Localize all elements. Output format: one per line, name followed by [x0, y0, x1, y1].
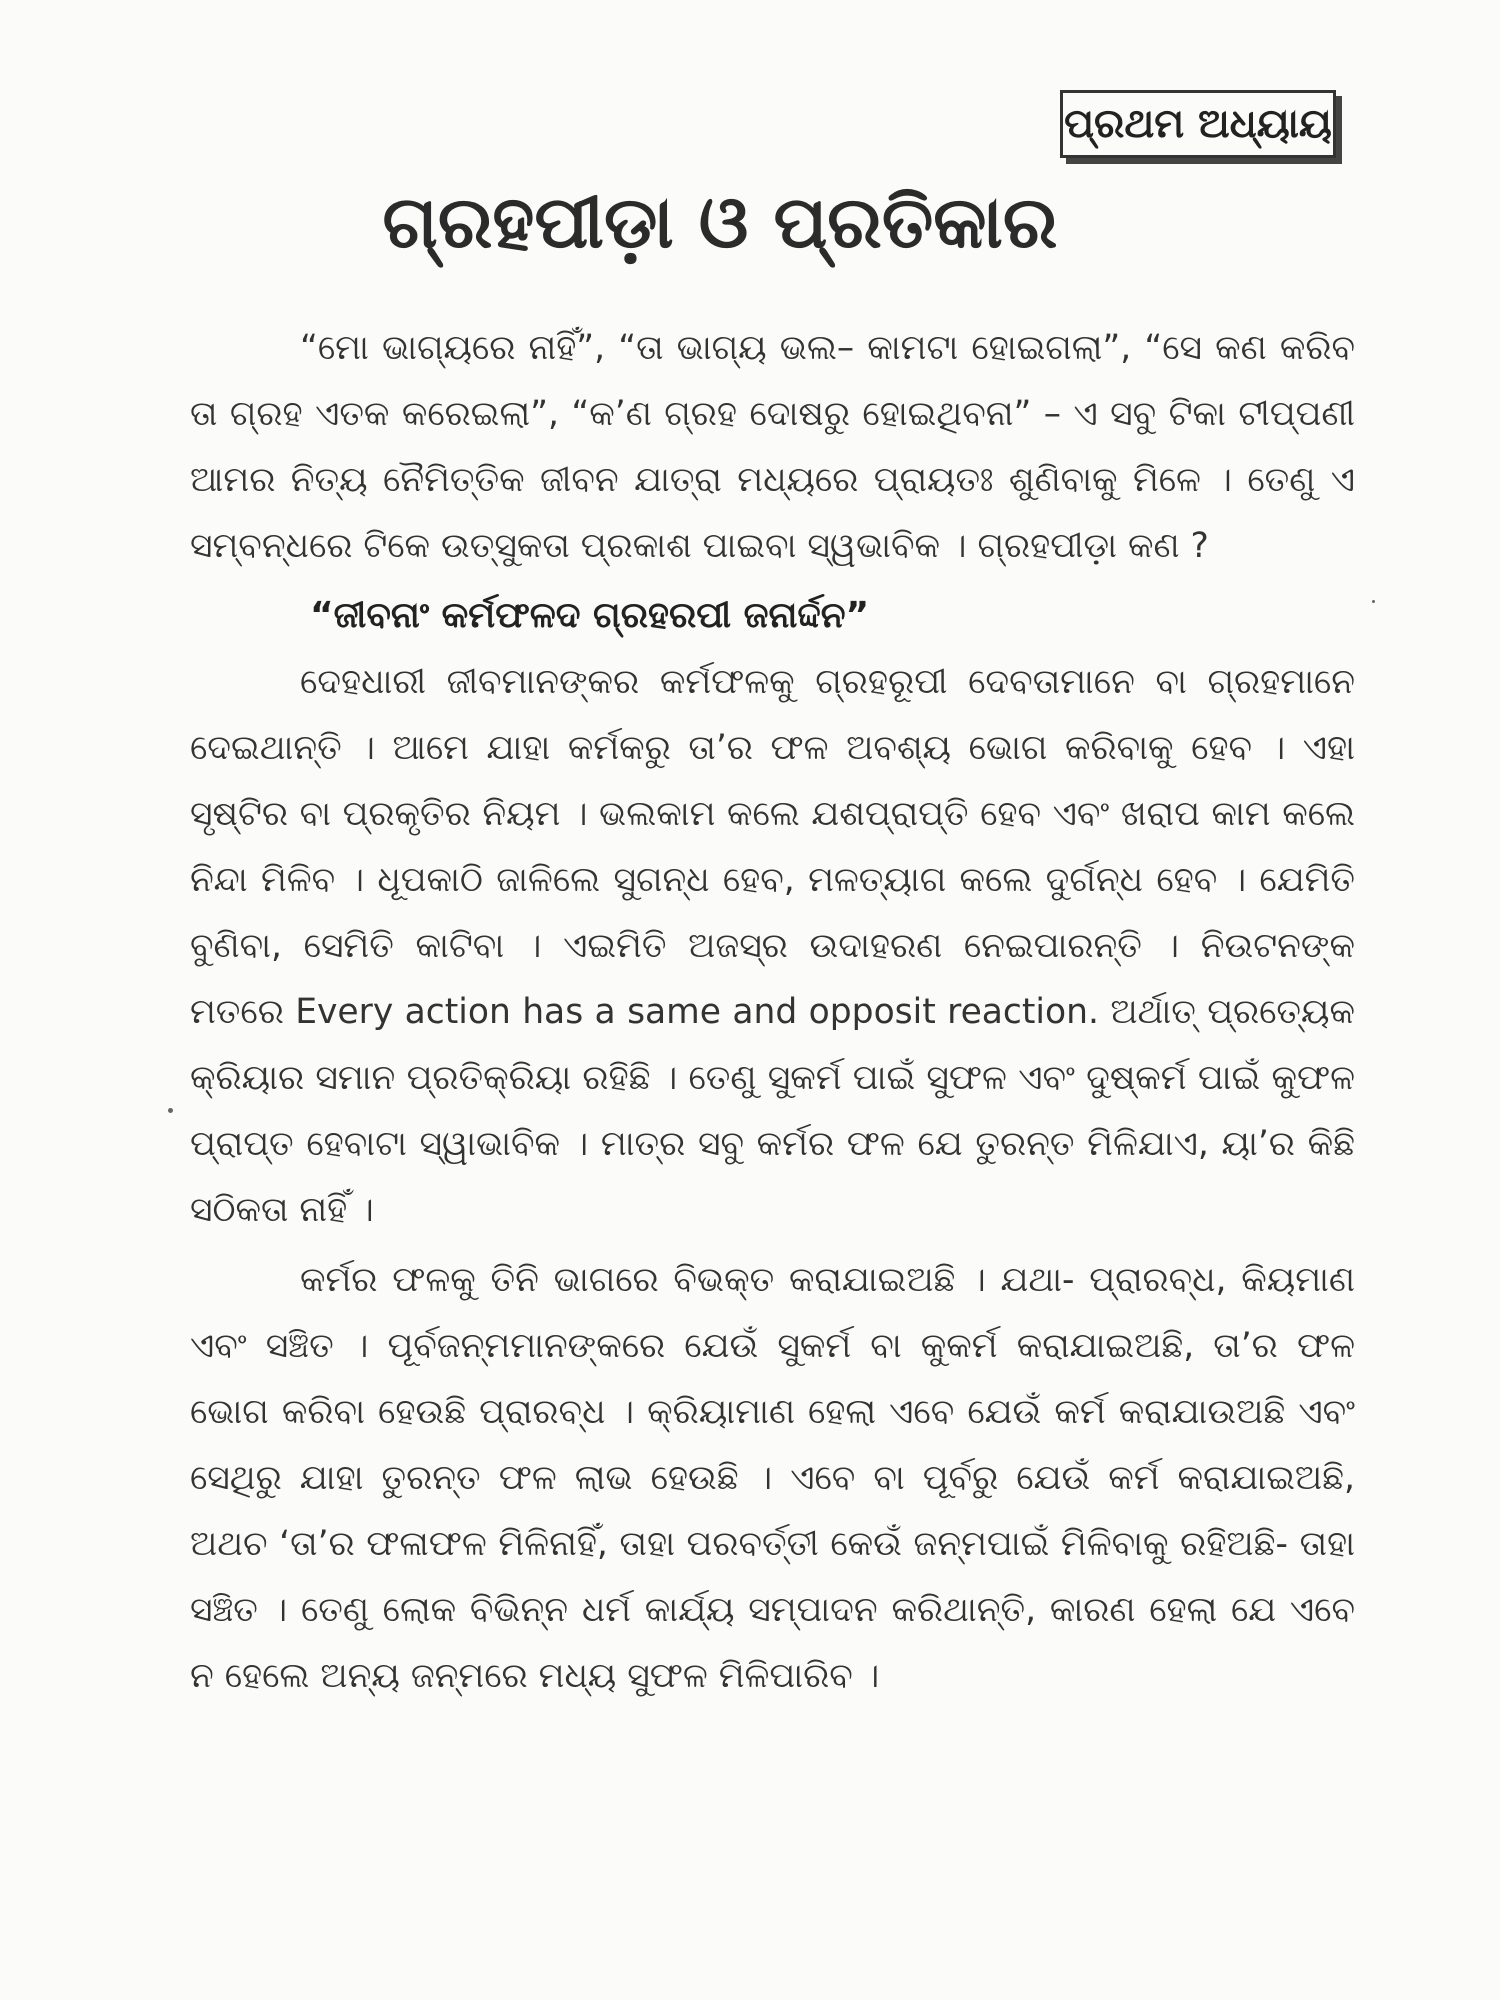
page-title: ଗ୍ରହପୀଡ଼ା ଓ ପ୍ରତିକାର — [382, 180, 1058, 264]
chapter-label-box — [1060, 90, 1336, 158]
chapter-label: ପ୍ରଥମ ଅଧ୍ୟାୟ — [1064, 101, 1332, 147]
print-speck — [1372, 600, 1375, 603]
sanskrit-quote: “ଜୀବନାଂ କର୍ମଫଳଦ ଗ୍ରହରପୀ ଜନାର୍ଦ୍ଦନ” — [310, 595, 870, 636]
paragraph-1: “ମୋ ଭାଗ୍ୟରେ ନାହିଁ”, “ତା ଭାଗ୍ୟ ଭଲ– କାମଟା ହୋଇଗଲା”, “ସେ କଣ କରିବ ତା ଗ୍ରହ ଏତକ କରେଇଲା”, “କ’ଣ ଗ୍ରହ ଦୋଷରୁ ହୋଇଥିବନା” – ଏ ସବୁ ଟିକା ଟୀପ୍ପଣୀ ଆମର ନିତ୍ୟ ନୈମିତ୍ତିକ ଜୀବନ ଯାତ୍ରା ମଧ୍ୟରେ ପ୍ରାୟତଃ ଶୁଣିବାକୁ ମିଳେ । ତେଣୁ ଏ ସମ୍ବନ୍ଧରେ ଟିକେ ଉତ୍ସୁକତା ପ୍ରକାଶ ପାଇବା ସ୍ୱଭାବିକ । ଗ୍ରହପୀଡ଼ା କଣ ? — [190, 328, 1355, 566]
print-speck — [168, 1108, 173, 1113]
paragraph-2: ଦେହଧାରୀ ଜୀବମାନଙ୍କର କର୍ମଫଳକୁ ଗ୍ରହରୂପୀ ଦେବତାମାନେ ବା ଗ୍ରହମାନେ ଦେଇଥାନ୍ତି । ଆମେ ଯାହା କର୍ମକରୁ ତା’ର ଫଳ ଅବଶ୍ୟ ଭୋଗ କରିବାକୁ ହେବ । ଏହା ସୃଷ୍ଟିର ବା ପ୍ରକୃତିର ନିୟମ । ଭଲକାମ କଲେ ଯଶପ୍ରାପ୍ତି ହେବ ଏବଂ ଖରାପ କାମ କଲେ ନିନ୍ଦା ମିଳିବ । ଧୂପକାଠି ଜାଳିଲେ ସୁଗନ୍ଧ ହେବ, ମଳତ୍ୟାଗ କଲେ ଦୁର୍ଗନ୍ଧ ହେବ । ଯେମିତି ବୁଣିବା, ସେମିତି କାଟିବା । ଏଇମିତି ଅଜସ୍ର ଉଦାହରଣ ନେଇପାରନ୍ତି । ନିଉଟନଙ୍କ ମତରେ Every action has a same and opposit reaction. ଅର୍ଥାତ୍ ପ୍ରତ୍ୟେକ କ୍ରିୟାର ସମାନ ପ୍ରତିକ୍ରିୟା ରହିଛି । ତେଣୁ ସୁକର୍ମ ପାଇଁ ସୁଫଳ ଏବଂ ଦୁଷ୍କର୍ମ ପାଇଁ କୁଫଳ ପ୍ରାପ୍ତ ହେବାଟା ସ୍ୱାଭାବିକ । ମାତ୍ର ସବୁ କର୍ମର ଫଳ ଯେ ତୁରନ୍ତ ମିଳିଯାଏ, ୟା’ର କିଛି ସଠିକତା ନାହିଁ । — [190, 662, 1355, 1230]
body-text — [190, 315, 1355, 1713]
paragraph-3: କର୍ମର ଫଳକୁ ତିନି ଭାଗରେ ବିଭକ୍ତ କରାଯାଇଅଛି । ଯଥା- ପ୍ରାରବ୍ଧ, କିୟମାଣ ଏବଂ ସଞ୍ଚିତ । ପୂର୍ବଜନ୍ମମାନଙ୍କରେ ଯେଉଁ ସୁକର୍ମ ବା କୁକର୍ମ କରାଯାଇଅଛି, ତା’ର ଫଳ ଭୋଗ କରିବା ହେଉଛି ପ୍ରାରବ୍ଧ । କ୍ରିୟାମାଣ ହେଲା ଏବେ ଯେଉଁ କର୍ମ କରାଯାଉଅଛି ଏବଂ ସେଥିରୁ ଯାହା ତୁରନ୍ତ ଫଳ ଲାଭ ହେଉଛି । ଏବେ ବା ପୂର୍ବରୁ ଯେଉଁ କର୍ମ କରାଯାଇଅଛି, ଅଥଚ ‘ତା’ର ଫଳାଫଳ ମିଳିନାହିଁ, ତାହା ପରବର୍ତ୍ତୀ କେଉଁ ଜନ୍ମପାଇଁ ମିଳିବାକୁ ରହିଅଛି- ତାହା ସଞ୍ଚିତ । ତେଣୁ ଲୋକ ବିଭିନ୍ନ ଧର୍ମ କାର୍ଯ୍ୟ ସମ୍ପାଦନ କରିଥାନ୍ତି, କାରଣ ହେଲା ଯେ ଏବେ ନ ହେଲେ ଅନ୍ୟ ଜନ୍ମରେ ମଧ୍ୟ ସୁଫଳ ମିଳିପାରିବ । — [190, 1260, 1355, 1696]
